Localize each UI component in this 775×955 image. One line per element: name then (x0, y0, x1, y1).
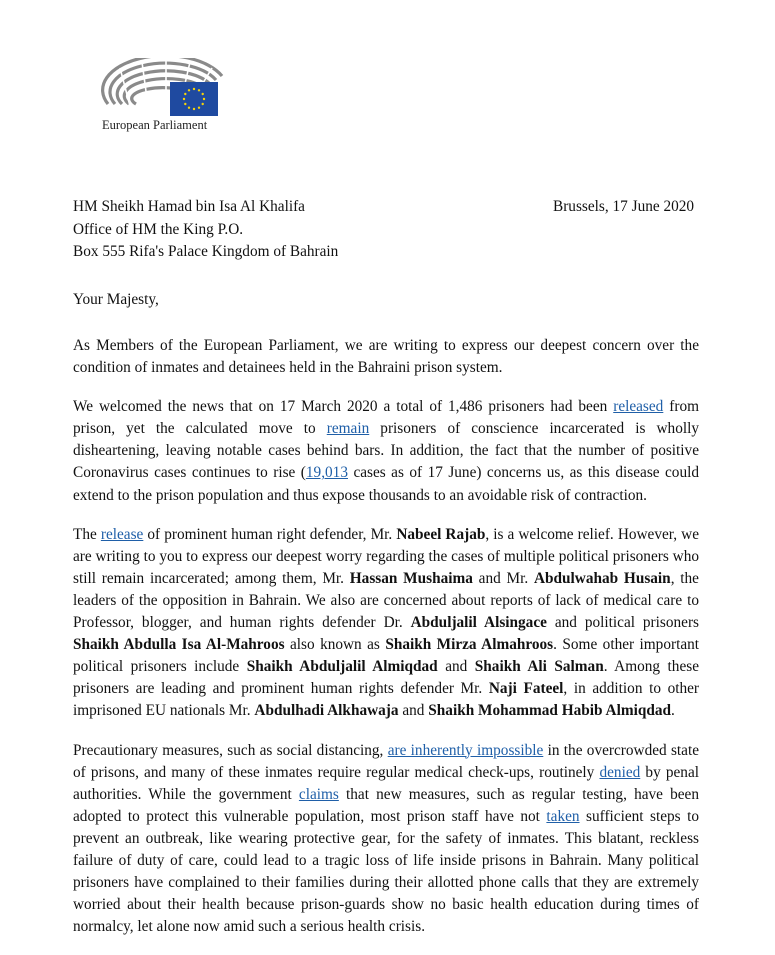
link-release[interactable]: release (100, 525, 144, 543)
text-span: . Among these prisoners are leading and prominent human rights defender Mr. (73, 658, 699, 698)
recipient-line-2: Office of HM the King P.O. (73, 220, 244, 238)
recipient-line-3: Box 555 Rifa's Palace Kingdom of Bahrain (73, 243, 339, 260)
paragraph-1-text: As Members of the European Parliament, we are writing to express our deepest concern over the condition of inmates and detainees held in the Bahraini prison system. (73, 337, 699, 377)
name-bold: Shaikh Abdulla Isa Al-Mahroos (73, 636, 285, 654)
text-span: , is a welcome relief. However, we are writing to you to express our deepest worry regarding the cases of multiple political prisoners who still remain incarcerated; among them, Mr. (73, 525, 699, 587)
link-claims[interactable]: claims (298, 785, 339, 803)
text-span: cases as of 17 June) concerns us, as this disease could extend to the prison population and thus expose thousands to an avoidable risk of contraction. (73, 464, 699, 504)
name-bold: Shaikh Abduljalil Almiqdad (246, 658, 438, 676)
text-span: prisoners of conscience incarcerated is wholly disheartening, leaving notable cases behind bars. In addition, the fact that the number of positive Coronavirus cases continues to rise ( (73, 420, 699, 482)
name-bold: Hassan Mushaima (349, 569, 473, 587)
name-bold: Shaikh Mirza Almahroos (385, 636, 554, 654)
text-span: and political prisoners (546, 614, 699, 632)
text-span: by penal authorities. While the government (73, 763, 699, 803)
name-bold: Shaikh Ali Salman (474, 658, 604, 676)
hemicycle-icon (100, 58, 230, 120)
eu-flag-icon (170, 82, 218, 116)
text-span: We welcomed the news that on 17 March 2020 a total of 1,486 prisoners had been (73, 398, 614, 416)
recipient-address (73, 196, 338, 264)
link-remain[interactable]: remain (326, 420, 370, 438)
paragraph-1 (73, 335, 699, 379)
link-taken[interactable]: taken (546, 807, 580, 825)
text-span: and (398, 702, 429, 720)
text-span: in the overcrowded state of prisons, and many of these inmates require regular medical check-ups, routinely (73, 741, 699, 781)
link-case-count[interactable]: 19,013 (305, 464, 348, 482)
date-line: Brussels, 17 June 2020 (553, 198, 695, 215)
text-span: also known as (284, 636, 386, 654)
paragraph-2 (73, 396, 699, 506)
text-span: Precautionary measures, such as social distancing, (73, 741, 388, 759)
name-bold: Naji Fateel (488, 680, 564, 698)
text-span: . Some other important political prisoners include (73, 636, 700, 676)
name-bold: Shaikh Mohammad Habib Almiqdad (428, 702, 672, 720)
link-inherently-impossible[interactable]: are inherently impossible (387, 741, 544, 759)
name-bold: Nabeel Rajab (396, 525, 486, 543)
text-span: , the leaders of the opposition in Bahrain. We also are concerned about reports of lack of medical care to Professor, blogger, and human rights defender Dr. (73, 569, 699, 632)
text-span: . (671, 702, 675, 720)
text-span: The (73, 525, 101, 543)
text-span: and Mr. (472, 569, 534, 587)
text-span: from prison, yet the calculated move to (73, 398, 700, 438)
letter-body (73, 335, 699, 955)
salutation: Your Majesty, (73, 291, 159, 308)
org-name: European Parliament (102, 118, 208, 132)
name-bold: Abduljalil Alsingace (410, 614, 547, 632)
name-bold: Abdulwahab Husain (533, 569, 671, 587)
paragraph-4 (73, 740, 699, 939)
text-span: sufficient steps to prevent an outbreak, like wearing protective gear, for the safety of inmates. This blatant, reckless failure of duty of care, could lead to a tragic loss of life inside prisons in Bahrain. Many political prisoners have complained to their families during their allotted phone calls that they are extremely worried about their health because prison-guards show no basic health education during times of normalcy, let alone now amid such a serious health crisis. (73, 807, 699, 936)
text-span: that new measures, such as regular testing, have been adopted to protect this vulnerable population, most prison staff have not (73, 785, 699, 825)
link-released[interactable]: released (613, 398, 664, 416)
recipient-line-1: HM Sheikh Hamad bin Isa Al Khalifa (73, 198, 305, 215)
name-bold: Abdulhadi Alkhawaja (254, 702, 399, 720)
text-span: and (437, 658, 475, 676)
link-denied[interactable]: denied (599, 763, 641, 781)
paragraph-3 (73, 524, 699, 723)
text-span: , in addition to other imprisoned EU nationals Mr. (73, 680, 700, 720)
text-span: of prominent human right defender, Mr. (143, 525, 397, 543)
